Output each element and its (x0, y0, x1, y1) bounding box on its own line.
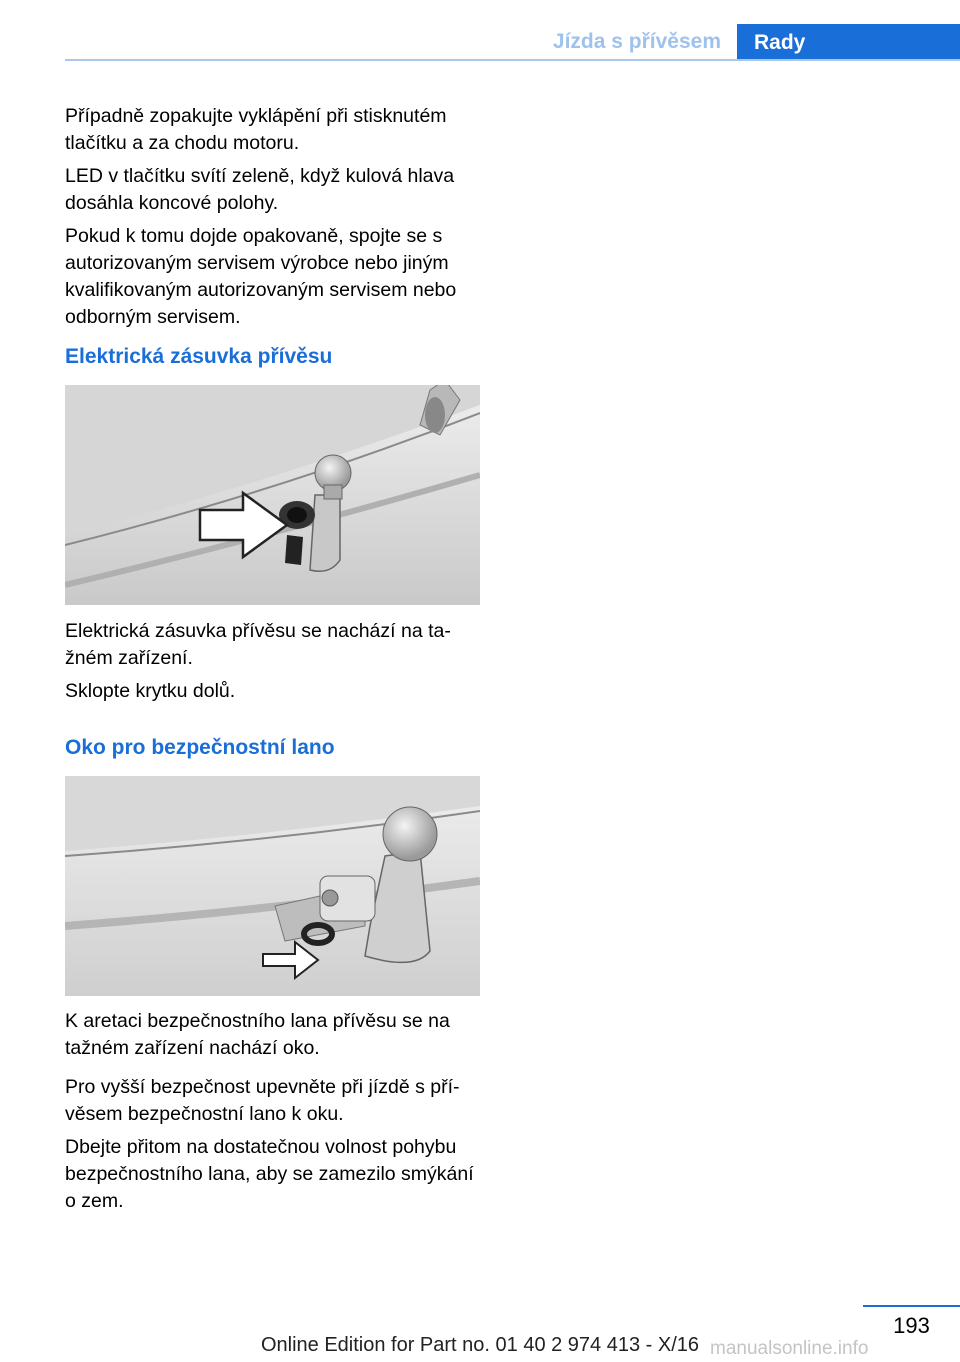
page-number-divider (863, 1305, 960, 1307)
safety-eye-paragraph-2: Pro vyšší bezpečnost upevněte při jízdě s pří‐ věsem bezpečnostní lano k oku. (65, 1076, 460, 1125)
tab-rady[interactable]: Rady (737, 24, 960, 61)
intro-paragraph-3: Pokud k tomu dojde opakovaně, spojte se s autorizovaným servisem výrobce nebo jiným kvalifikovaným autorizovaným servisem nebo odborným servisem. (65, 225, 457, 328)
footer-edition: Online Edition for Part no. 01 40 2 974 413 - X/16 (260, 1334, 700, 1356)
section-heading-socket: Elektrická zásuvka přívěsu (65, 345, 333, 368)
intro-paragraph-2: LED v tlačítku svítí zeleně, když kulová hlava dosáhla koncové polohy. (65, 165, 455, 214)
intro-text (65, 103, 480, 331)
socket-paragraph-1: Elektrická zásuvka přívěsu se nachází na ta‐ žném zařízení. (65, 620, 451, 669)
socket-text (65, 618, 480, 705)
page-number: 193 (893, 1313, 930, 1338)
safety-cable-eye-illustration (65, 776, 480, 996)
breadcrumb[interactable]: Jízda s přívěsem (552, 30, 721, 53)
socket-paragraph-2: Sklopte krytku dolů. (65, 680, 236, 702)
safety-eye-text (65, 1008, 480, 1215)
watermark: manualsonline.info (710, 1338, 869, 1359)
intro-paragraph-1: Případně zopakujte vyklápění při stisknutém tlačítku a za chodu motoru. (65, 105, 447, 154)
section-heading-safety-eye: Oko pro bezpečnostní lano (65, 736, 335, 759)
safety-eye-paragraph-3: Dbejte přitom na dostatečnou volnost pohybu bezpečnostního lana, aby se zamezilo smýkání o zem. (65, 1136, 474, 1212)
trailer-socket-illustration (65, 385, 480, 605)
header-divider (65, 59, 960, 61)
safety-eye-paragraph-1: K aretaci bezpečnostního lana přívěsu se na tažném zařízení nachází oko. (65, 1010, 450, 1059)
